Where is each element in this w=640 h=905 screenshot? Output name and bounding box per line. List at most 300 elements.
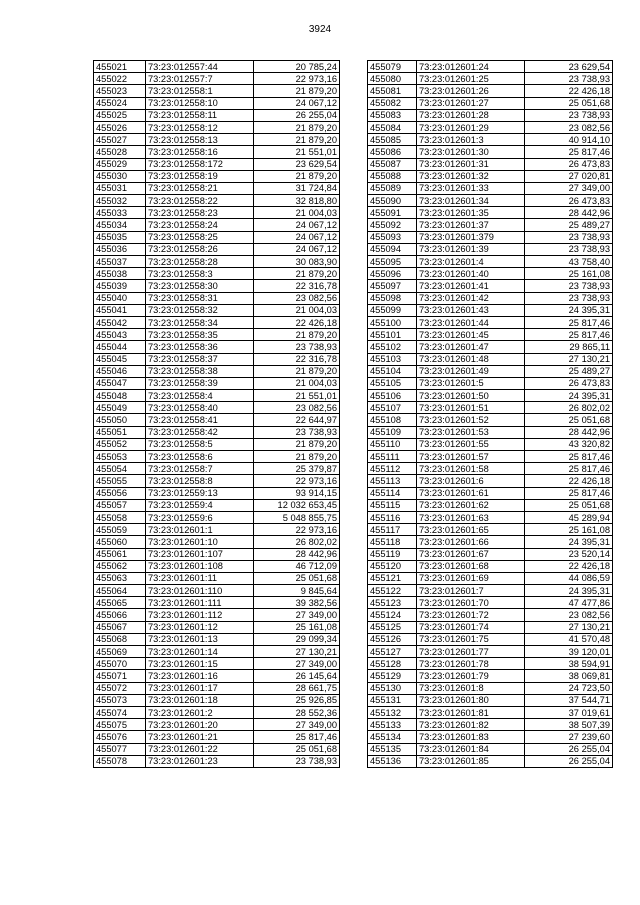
row-number: 455096 [368, 268, 417, 280]
row-number: 455112 [368, 463, 417, 475]
row-number: 455071 [94, 670, 146, 682]
cadastral-number: 73:23:012558:172 [146, 158, 254, 170]
table-row [94, 426, 340, 438]
cadastral-value: 28 552,36 [254, 706, 340, 718]
cadastral-number: 73:23:012601:35 [417, 207, 525, 219]
row-number: 455070 [94, 658, 146, 670]
cadastral-value: 38 069,81 [525, 670, 613, 682]
cadastral-value: 23 082,56 [254, 402, 340, 414]
cadastral-number: 73:23:012558:22 [146, 195, 254, 207]
cadastral-number: 73:23:012601:30 [417, 146, 525, 158]
cadastral-number: 73:23:012558:19 [146, 170, 254, 182]
cadastral-number: 73:23:012558:21 [146, 182, 254, 194]
table-row [94, 548, 340, 560]
row-number: 455065 [94, 597, 146, 609]
cadastral-number: 73:23:012601:18 [146, 694, 254, 706]
cadastral-number: 73:23:012601:78 [417, 658, 525, 670]
cadastral-value: 38 507,39 [525, 719, 613, 731]
row-number: 455118 [368, 536, 417, 548]
cadastral-value: 27 239,60 [525, 731, 613, 743]
row-number: 455106 [368, 390, 417, 402]
cadastral-value: 44 086,59 [525, 572, 613, 584]
table-row [94, 755, 340, 767]
row-number: 455080 [368, 73, 417, 85]
cadastral-value: 22 426,18 [525, 85, 613, 97]
cadastral-value: 25 817,46 [525, 329, 613, 341]
row-number: 455114 [368, 487, 417, 499]
row-number: 455136 [368, 755, 417, 767]
cadastral-value: 27 130,21 [525, 621, 613, 633]
row-number: 455084 [368, 121, 417, 133]
cadastral-value: 25 817,46 [525, 487, 613, 499]
row-number: 455128 [368, 658, 417, 670]
cadastral-value: 25 817,46 [254, 731, 340, 743]
row-number: 455045 [94, 353, 146, 365]
table-row [368, 243, 613, 255]
cadastral-value: 29 865,11 [525, 341, 613, 353]
row-number: 455095 [368, 256, 417, 268]
cadastral-value: 25 051,68 [254, 743, 340, 755]
cadastral-number: 73:23:012601:43 [417, 304, 525, 316]
table-row [94, 438, 340, 450]
table-row [94, 487, 340, 499]
cadastral-number: 73:23:012558:39 [146, 377, 254, 389]
cadastral-number: 73:23:012601:11 [146, 572, 254, 584]
cadastral-value: 23 082,56 [525, 609, 613, 621]
cadastral-value: 21 004,03 [254, 207, 340, 219]
row-number: 455057 [94, 499, 146, 511]
row-number: 455133 [368, 719, 417, 731]
row-number: 455068 [94, 633, 146, 645]
cadastral-value: 26 473,83 [525, 377, 613, 389]
cadastral-value: 22 426,18 [525, 560, 613, 572]
cadastral-number: 73:23:012601:40 [417, 268, 525, 280]
cadastral-value: 21 879,20 [254, 134, 340, 146]
table-row [368, 731, 613, 743]
cadastral-value: 21 879,20 [254, 170, 340, 182]
cadastral-value: 26 255,04 [525, 755, 613, 767]
row-number: 455103 [368, 353, 417, 365]
cadastral-value: 27 349,00 [254, 719, 340, 731]
table-row [94, 731, 340, 743]
table-row [94, 231, 340, 243]
cadastral-number: 73:23:012601:107 [146, 548, 254, 560]
cadastral-number: 73:23:012601:34 [417, 195, 525, 207]
cadastral-value: 25 051,68 [525, 499, 613, 511]
table-row [94, 706, 340, 718]
table-row [368, 377, 613, 389]
cadastral-value: 43 758,40 [525, 256, 613, 268]
cadastral-value: 9 845,64 [254, 585, 340, 597]
row-number: 455053 [94, 451, 146, 463]
table-row [94, 292, 340, 304]
row-number: 455051 [94, 426, 146, 438]
cadastral-value: 45 289,94 [525, 511, 613, 523]
cadastral-value: 23 738,93 [254, 341, 340, 353]
table-row [368, 426, 613, 438]
row-number: 455043 [94, 329, 146, 341]
cadastral-value: 39 120,01 [525, 646, 613, 658]
row-number: 455085 [368, 134, 417, 146]
cadastral-number: 73:23:012558:40 [146, 402, 254, 414]
cadastral-value: 23 738,93 [525, 109, 613, 121]
cadastral-number: 73:23:012601:3 [417, 134, 525, 146]
cadastral-number: 73:23:012601:69 [417, 572, 525, 584]
cadastral-value: 47 477,86 [525, 597, 613, 609]
table-row [94, 329, 340, 341]
cadastral-number: 73:23:012601:7 [417, 585, 525, 597]
cadastral-number: 73:23:012558:4 [146, 390, 254, 402]
row-number: 455056 [94, 487, 146, 499]
table-row [94, 268, 340, 280]
table-row [368, 719, 613, 731]
cadastral-value: 12 032 653,45 [254, 499, 340, 511]
table-row [94, 170, 340, 182]
cadastral-value: 26 255,04 [525, 743, 613, 755]
table-row [94, 646, 340, 658]
cadastral-number: 73:23:012601:85 [417, 755, 525, 767]
table-row [94, 621, 340, 633]
cadastral-value: 26 145,64 [254, 670, 340, 682]
cadastral-value: 25 817,46 [525, 316, 613, 328]
cadastral-number: 73:23:012601:31 [417, 158, 525, 170]
row-number: 455081 [368, 85, 417, 97]
cadastral-number: 73:23:012601:58 [417, 463, 525, 475]
cadastral-number: 73:23:012601:65 [417, 524, 525, 536]
cadastral-value: 37 544,71 [525, 694, 613, 706]
cadastral-value: 28 442,96 [525, 426, 613, 438]
cadastral-number: 73:23:012558:5 [146, 438, 254, 450]
row-number: 455116 [368, 511, 417, 523]
table-row [368, 329, 613, 341]
row-number: 455022 [94, 73, 146, 85]
cadastral-number: 73:23:012601:50 [417, 390, 525, 402]
row-number: 455072 [94, 682, 146, 694]
cadastral-number: 73:23:012558:35 [146, 329, 254, 341]
cadastral-value: 46 712,09 [254, 560, 340, 572]
cadastral-value: 32 818,80 [254, 195, 340, 207]
row-number: 455040 [94, 292, 146, 304]
table-row [368, 146, 613, 158]
table-row [368, 231, 613, 243]
row-number: 455029 [94, 158, 146, 170]
table-row [368, 97, 613, 109]
table-row [368, 390, 613, 402]
cadastral-value: 5 048 855,75 [254, 511, 340, 523]
cadastral-number: 73:23:012601:108 [146, 560, 254, 572]
table-row [368, 621, 613, 633]
table-row [368, 195, 613, 207]
cadastral-number: 73:23:012601:110 [146, 585, 254, 597]
cadastral-number: 73:23:012558:24 [146, 219, 254, 231]
table-row [94, 353, 340, 365]
row-number: 455078 [94, 755, 146, 767]
row-number: 455033 [94, 207, 146, 219]
table-row [368, 365, 613, 377]
table-row [368, 706, 613, 718]
cadastral-number: 73:23:012601:10 [146, 536, 254, 548]
row-number: 455066 [94, 609, 146, 621]
table-row [368, 61, 613, 73]
cadastral-value: 27 020,81 [525, 170, 613, 182]
cadastral-number: 73:23:012601:62 [417, 499, 525, 511]
cadastral-number: 73:23:012601:8 [417, 682, 525, 694]
table-row [94, 633, 340, 645]
cadastral-value: 24 395,31 [525, 585, 613, 597]
table-row [94, 73, 340, 85]
cadastral-value: 40 914,10 [525, 134, 613, 146]
table-row [94, 146, 340, 158]
table-row [368, 414, 613, 426]
table-row [94, 316, 340, 328]
row-number: 455039 [94, 280, 146, 292]
cadastral-value: 21 879,20 [254, 121, 340, 133]
table-row [368, 658, 613, 670]
cadastral-value: 24 395,31 [525, 390, 613, 402]
cadastral-value: 24 067,12 [254, 231, 340, 243]
table-row [368, 511, 613, 523]
cadastral-value: 22 644,97 [254, 414, 340, 426]
table-row [94, 134, 340, 146]
cadastral-value: 23 738,93 [525, 243, 613, 255]
cadastral-value: 25 051,68 [254, 572, 340, 584]
row-number: 455126 [368, 633, 417, 645]
table-row [368, 341, 613, 353]
table-row [94, 61, 340, 73]
table-row [368, 743, 613, 755]
row-number: 455062 [94, 560, 146, 572]
row-number: 455061 [94, 548, 146, 560]
cadastral-value: 43 320,82 [525, 438, 613, 450]
cadastral-number: 73:23:012601:68 [417, 560, 525, 572]
cadastral-number: 73:23:012601:25 [417, 73, 525, 85]
table-row [368, 268, 613, 280]
cadastral-number: 73:23:012558:13 [146, 134, 254, 146]
cadastral-value: 39 382,56 [254, 597, 340, 609]
row-number: 455055 [94, 475, 146, 487]
row-number: 455077 [94, 743, 146, 755]
table-row [368, 280, 613, 292]
row-number: 455041 [94, 304, 146, 316]
row-number: 455028 [94, 146, 146, 158]
cadastral-value: 23 082,56 [254, 292, 340, 304]
page-number: 3924 [308, 24, 332, 35]
cadastral-value: 21 879,20 [254, 365, 340, 377]
cadastral-value: 21 879,20 [254, 268, 340, 280]
row-number: 455044 [94, 341, 146, 353]
table-row [94, 195, 340, 207]
cadastral-number: 73:23:012601:41 [417, 280, 525, 292]
cadastral-number: 73:23:012601:22 [146, 743, 254, 755]
cadastral-number: 73:23:012601:70 [417, 597, 525, 609]
cadastral-number: 73:23:012601:48 [417, 353, 525, 365]
registry-table-left [93, 60, 340, 768]
cadastral-number: 73:23:012558:16 [146, 146, 254, 158]
cadastral-number: 73:23:012601:27 [417, 97, 525, 109]
table-row [94, 609, 340, 621]
cadastral-number: 73:23:012601:111 [146, 597, 254, 609]
cadastral-number: 73:23:012601:53 [417, 426, 525, 438]
cadastral-value: 26 473,83 [525, 195, 613, 207]
table-row [368, 682, 613, 694]
cadastral-number: 73:23:012601:26 [417, 85, 525, 97]
cadastral-number: 73:23:012601:16 [146, 670, 254, 682]
row-number: 455100 [368, 316, 417, 328]
table-row [94, 158, 340, 170]
row-number: 455069 [94, 646, 146, 658]
cadastral-number: 73:23:012558:25 [146, 231, 254, 243]
table-row [368, 524, 613, 536]
table-row [94, 219, 340, 231]
row-number: 455121 [368, 572, 417, 584]
row-number: 455035 [94, 231, 146, 243]
row-number: 455131 [368, 694, 417, 706]
cadastral-value: 26 473,83 [525, 158, 613, 170]
cadastral-value: 23 738,93 [525, 280, 613, 292]
table-row [94, 719, 340, 731]
table-row [94, 207, 340, 219]
cadastral-value: 28 661,75 [254, 682, 340, 694]
table-row [368, 219, 613, 231]
row-number: 455086 [368, 146, 417, 158]
table-row [94, 243, 340, 255]
table-row [368, 609, 613, 621]
cadastral-number: 73:23:012558:28 [146, 256, 254, 268]
table-row [94, 585, 340, 597]
row-number: 455124 [368, 609, 417, 621]
table-row [94, 499, 340, 511]
cadastral-value: 37 019,61 [525, 706, 613, 718]
row-number: 455050 [94, 414, 146, 426]
cadastral-number: 73:23:012601:33 [417, 182, 525, 194]
row-number: 455105 [368, 377, 417, 389]
cadastral-value: 38 594,91 [525, 658, 613, 670]
cadastral-number: 73:23:012601:79 [417, 670, 525, 682]
table-row [94, 402, 340, 414]
cadastral-value: 41 570,48 [525, 633, 613, 645]
cadastral-number: 73:23:012559:4 [146, 499, 254, 511]
row-number: 455074 [94, 706, 146, 718]
cadastral-number: 73:23:012601:66 [417, 536, 525, 548]
row-number: 455064 [94, 585, 146, 597]
cadastral-number: 73:23:012601:45 [417, 329, 525, 341]
table-row [368, 572, 613, 584]
row-number: 455067 [94, 621, 146, 633]
cadastral-value: 23 738,93 [254, 426, 340, 438]
row-number: 455108 [368, 414, 417, 426]
row-number: 455052 [94, 438, 146, 450]
row-number: 455054 [94, 463, 146, 475]
cadastral-number: 73:23:012601:28 [417, 109, 525, 121]
row-number: 455046 [94, 365, 146, 377]
cadastral-number: 73:23:012558:7 [146, 463, 254, 475]
row-number: 455099 [368, 304, 417, 316]
row-number: 455026 [94, 121, 146, 133]
row-number: 455027 [94, 134, 146, 146]
registry-table-right [367, 60, 613, 768]
cadastral-value: 24 395,31 [525, 304, 613, 316]
cadastral-value: 25 051,68 [525, 414, 613, 426]
cadastral-number: 73:23:012601:2 [146, 706, 254, 718]
table-row [94, 341, 340, 353]
cadastral-number: 73:23:012601:51 [417, 402, 525, 414]
row-number: 455042 [94, 316, 146, 328]
row-number: 455129 [368, 670, 417, 682]
table-row [368, 755, 613, 767]
row-number: 455030 [94, 170, 146, 182]
cadastral-value: 25 489,27 [525, 365, 613, 377]
row-number: 455098 [368, 292, 417, 304]
row-number: 455021 [94, 61, 146, 73]
cadastral-value: 22 973,16 [254, 475, 340, 487]
cadastral-number: 73:23:012601:5 [417, 377, 525, 389]
row-number: 455089 [368, 182, 417, 194]
cadastral-value: 23 738,93 [525, 73, 613, 85]
table-row [94, 475, 340, 487]
cadastral-number: 73:23:012601:379 [417, 231, 525, 243]
table-row [368, 170, 613, 182]
cadastral-number: 73:23:012601:47 [417, 341, 525, 353]
table-row [94, 304, 340, 316]
cadastral-value: 25 161,08 [525, 524, 613, 536]
row-number: 455088 [368, 170, 417, 182]
row-number: 455079 [368, 61, 417, 73]
table-row [94, 451, 340, 463]
cadastral-number: 73:23:012601:29 [417, 121, 525, 133]
row-number: 455032 [94, 195, 146, 207]
row-number: 455120 [368, 560, 417, 572]
cadastral-number: 73:23:012601:61 [417, 487, 525, 499]
table-row [368, 182, 613, 194]
table-row [368, 694, 613, 706]
table-row [368, 256, 613, 268]
table-row [94, 511, 340, 523]
row-number: 455111 [368, 451, 417, 463]
cadastral-value: 28 442,96 [525, 207, 613, 219]
cadastral-number: 73:23:012601:52 [417, 414, 525, 426]
cadastral-value: 26 802,02 [525, 402, 613, 414]
cadastral-number: 73:23:012557:44 [146, 61, 254, 73]
cadastral-value: 93 914,15 [254, 487, 340, 499]
cadastral-value: 27 349,00 [254, 658, 340, 670]
row-number: 455132 [368, 706, 417, 718]
cadastral-value: 23 520,14 [525, 548, 613, 560]
cadastral-number: 73:23:012601:32 [417, 170, 525, 182]
cadastral-number: 73:23:012601:21 [146, 731, 254, 743]
cadastral-value: 25 161,08 [525, 268, 613, 280]
cadastral-number: 73:23:012601:37 [417, 219, 525, 231]
cadastral-number: 73:23:012558:6 [146, 451, 254, 463]
cadastral-value: 24 067,12 [254, 243, 340, 255]
cadastral-value: 25 051,68 [525, 97, 613, 109]
cadastral-number: 73:23:012601:72 [417, 609, 525, 621]
row-number: 455047 [94, 377, 146, 389]
table-row [94, 560, 340, 572]
cadastral-value: 22 316,78 [254, 280, 340, 292]
cadastral-value: 23 738,93 [525, 231, 613, 243]
table-row [368, 292, 613, 304]
row-number: 455127 [368, 646, 417, 658]
cadastral-value: 21 551,01 [254, 390, 340, 402]
table-row [94, 743, 340, 755]
cadastral-number: 73:23:012601:1 [146, 524, 254, 536]
cadastral-number: 73:23:012558:34 [146, 316, 254, 328]
cadastral-number: 73:23:012601:4 [417, 256, 525, 268]
table-row [368, 487, 613, 499]
cadastral-value: 24 067,12 [254, 219, 340, 231]
cadastral-number: 73:23:012601:84 [417, 743, 525, 755]
row-number: 455123 [368, 597, 417, 609]
